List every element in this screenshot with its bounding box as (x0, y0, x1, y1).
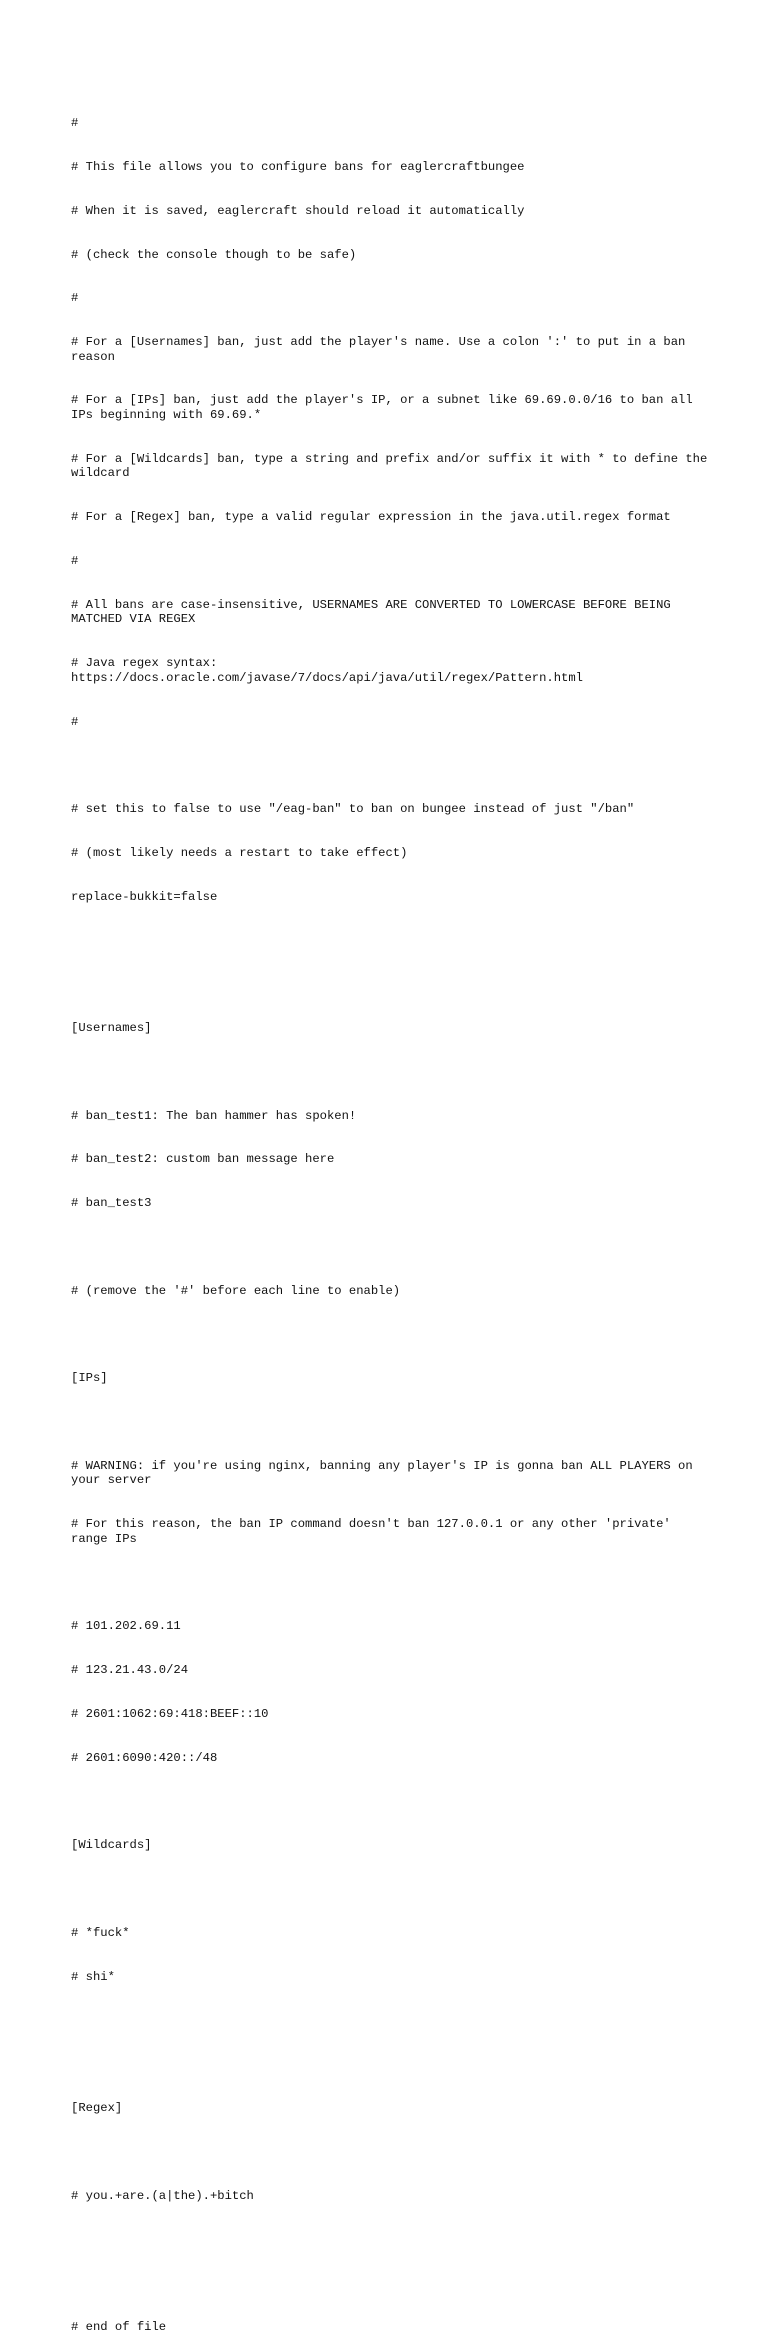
text-line (71, 2276, 711, 2291)
section-header-wildcards: [Wildcards] (71, 1838, 152, 1853)
text-line (71, 1794, 711, 1809)
text-line (71, 1240, 711, 1255)
text-line: # Java regex syntax: https://docs.oracle.com/javase/7/docs/api/java/util/regex/Pattern.html (71, 656, 583, 685)
text-line: # For a [IPs] ban, just add the player's IP, or a subnet like 69.69.0.0/16 to ban all IPs beginning with 69.69.* (71, 393, 700, 423)
text-line: # (check the console though to be safe) (71, 247, 357, 262)
text-line (71, 1882, 711, 1897)
text-line: # (71, 116, 79, 131)
text-line: # All bans are case-insensitive, USERNAMES ARE CONVERTED TO LOWERCASE BEFORE BEING MATCHED VIA REGEX (71, 597, 679, 627)
text-line: # 2601:1062:69:418:BEEF::10 (71, 1706, 269, 1721)
text-line (71, 2232, 711, 2247)
text-line: # ban_test1: The ban hammer has spoken! (71, 1108, 357, 1123)
text-line (71, 2145, 711, 2160)
text-line: # This file allows you to configure bans for eaglercraftbungee (71, 159, 525, 174)
text-line: # (most likely needs a restart to take effect) (71, 845, 408, 860)
text-line: # (71, 714, 79, 729)
text-line: # (71, 554, 79, 568)
text-line (71, 2013, 711, 2028)
text-line: # ban_test2: custom ban message here (71, 1152, 335, 1167)
text-line (71, 977, 711, 992)
text-line: # *fuck* (71, 1925, 130, 1940)
config-file-text (71, 87, 715, 2349)
text-line (71, 1576, 711, 1591)
text-line (71, 758, 711, 773)
text-line: # set this to false to use "/eag-ban" to ban on bungee instead of just "/ban" (71, 802, 635, 817)
text-line: # 2601:6090:420::/48 (71, 1750, 218, 1765)
setting-replace-bukkit: replace-bukkit=false (71, 889, 218, 904)
section-header-ips: [IPs] (71, 1371, 108, 1386)
text-line: # When it is saved, eaglercraft should reload it automatically (71, 203, 525, 218)
text-line (71, 1327, 711, 1342)
text-line: # ban_test3 (71, 1196, 152, 1211)
text-line: # (71, 291, 79, 306)
text-line: # you.+are.(a|the).+bitch (71, 2188, 254, 2203)
text-line: # 123.21.43.0/24 (71, 1663, 189, 1678)
text-line: # For a [Wildcards] ban, type a string and prefix and/or suffix it with * to define the wildcard (71, 451, 715, 481)
text-line (71, 1065, 711, 1080)
text-line: # For a [Regex] ban, type a valid regular expression in the java.util.regex format (71, 510, 671, 525)
text-line: # 101.202.69.11 (71, 1619, 181, 1634)
text-line: # shi* (71, 1969, 115, 1984)
section-header-usernames: [Usernames] (71, 1021, 152, 1035)
end-of-file-comment: # end of file (71, 2319, 167, 2334)
text-line: # (remove the '#' before each line to enable) (71, 1283, 401, 1298)
text-line: # WARNING: if you're using nginx, banning any player's IP is gonna ban ALL PLAYERS on your server (71, 1458, 700, 1488)
section-header-regex: [Regex] (71, 2100, 123, 2115)
text-line (71, 933, 711, 948)
text-line: # For this reason, the ban IP command doesn't ban 127.0.0.1 or any other 'private' range IPs (71, 1517, 679, 1546)
text-line (71, 2057, 711, 2072)
text-line: # For a [Usernames] ban, just add the player's name. Use a colon ':' to put in a ban reason (71, 335, 693, 364)
text-line (71, 1415, 711, 1430)
